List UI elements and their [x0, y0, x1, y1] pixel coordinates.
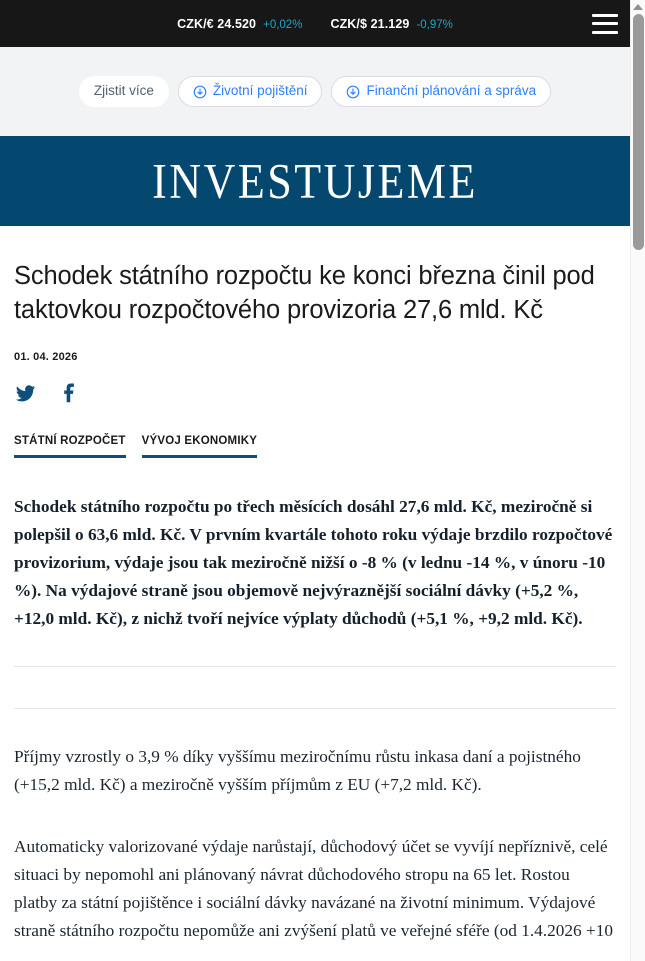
scrollbar[interactable]: [630, 0, 645, 961]
promo-pill-zivotni-pojisteni[interactable]: [178, 76, 323, 107]
article-paragraph-1: Příjmy vzrostly o 3,9 % díky vyššímu meziročnímu růstu inkasa daní a pojistného (+15,2 mld. Kč) a meziročně vyšším příjmům z EU (+7,2 mld. Kč).: [14, 747, 581, 795]
ticker-pair-eur: CZK/€ 24.520: [177, 16, 257, 31]
tag-vyvoj-ekonomiky[interactable]: VÝVOJ EKONOMIKY: [142, 435, 257, 458]
circle-arrow-down-icon: [193, 85, 207, 99]
site-logo[interactable]: INVESTUJEME: [152, 153, 478, 209]
hamburger-bar-1: [592, 14, 618, 17]
social-share-row: [14, 382, 616, 404]
article-date: 01. 04. 2026: [14, 351, 78, 364]
ticker-pair-usd: CZK/$ 21.129: [330, 16, 410, 31]
promo-pill-label-2: Finanční plánování a správa: [366, 83, 537, 99]
hamburger-bar-3: [592, 31, 618, 34]
promo-bar: [0, 47, 630, 136]
divider-2: [14, 708, 616, 709]
promo-pill-label-1: Životní pojištění: [212, 83, 308, 99]
ticker-change-usd: -0,97%: [416, 18, 453, 31]
circle-arrow-down-icon: [346, 85, 360, 99]
tag-statni-rozpocet[interactable]: STÁTNÍ ROZPOČET: [14, 435, 126, 458]
ticker-items: [177, 17, 453, 31]
promo-pill-financni-planovani[interactable]: [331, 76, 551, 107]
article-lead: Schodek státního rozpočtu po třech měsících dosáhl 27,6 mld. Kč, meziročně si polepšil o 63,6 mld. Kč. V prvním kvartále tohoto roku výdaje brzdilo rozpočtové provizorium, výdaje jsou tak meziročně nižší o -8 % (v lednu -14 %, v únoru -10 %). Na výdajové straně jsou objemově nejvýraznější sociální dávky (+5,2 %, +12,0 mld. Kč), z nichž tvoří nejvíce výplaty důchodů (+5,1 %, +9,2 mld. Kč).: [14, 497, 613, 629]
hamburger-icon[interactable]: [592, 14, 618, 34]
brand-band: [0, 136, 630, 226]
article: [0, 260, 630, 945]
twitter-icon[interactable]: [14, 382, 36, 404]
ticker-bar: [0, 0, 630, 47]
category-tags: [14, 435, 616, 458]
article-paragraph-2: Automaticky valorizované výdaje narůstají, důchodový účet se vyvíjí nepříznivě, celé situaci by nepomohl ani plánovaný návrat důchodového stropu na 65 let. Rostou platby za státní pojištěnce i sociální dávky navázané na životní minimum. Výdajové straně státního rozpočtu nepomůže ani zvýšení platů ve veřejné sféře (od 1.4.2026 +10: [14, 837, 614, 941]
ticker-item-usd[interactable]: [330, 17, 452, 31]
ticker-change-eur: +0,02%: [263, 18, 303, 31]
scroll-up-arrow-icon[interactable]: [633, 4, 643, 10]
hamburger-bar-2: [592, 22, 618, 25]
promo-label: Zjistit více: [79, 76, 169, 107]
page-title: Schodek státního rozpočtu ke konci března činil pod taktovkou rozpočtového provizoria 27,6 mld. Kč: [14, 262, 595, 324]
scroll-thumb[interactable]: [633, 14, 644, 250]
facebook-icon[interactable]: [57, 382, 79, 404]
ticker-item-eur[interactable]: [177, 17, 302, 31]
divider-1: [14, 666, 616, 667]
